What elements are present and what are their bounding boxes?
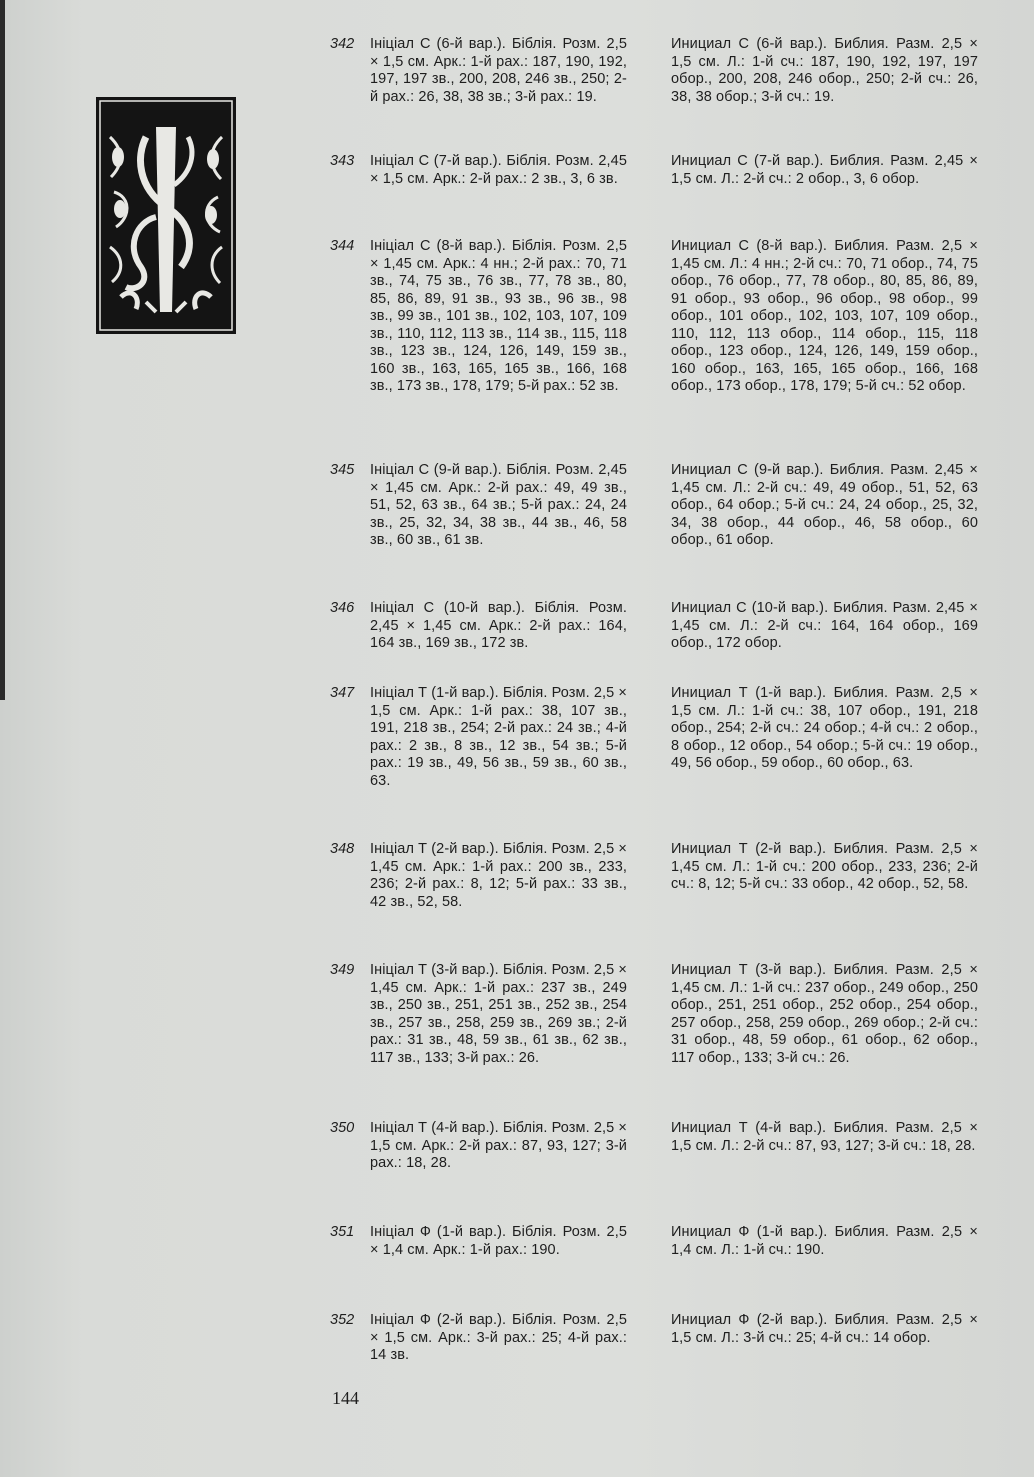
entry-number: 352 <box>330 1312 355 1328</box>
entry-number: 347 <box>330 685 355 701</box>
entry-text-russian: Инициал Т (1-й вар.). Библия. Разм. 2,5 × 1,5 см. Л.: 1-й сч.: 38, 107 обор., 191, 218 обор., 254; 2-й сч.: 24 обор.; 4-й сч.: 2 обор., 8 обор., 12 обор., 54 обор.; 5-й сч.: 19 обор., 49, 56 обор., 59 обор., 60 обор., 63. <box>671 685 978 771</box>
entry-text-ukrainian: Ініціал Т (4-й вар.). Біблія. Розм. 2,5 × 1,5 см. Арк.: 2-й рах.: 87, 93, 127; 3-й рах.: 18, 28. <box>370 1120 627 1171</box>
entry-number: 350 <box>330 1120 355 1136</box>
ornamental-initial-image <box>96 97 236 334</box>
entry-text-russian: Инициал С (9-й вар.). Библия. Разм. 2,45 × 1,45 см. Л.: 2-й сч.: 49, 49 обор., 51, 52, 63 обор., 64 обор.; 5-й сч.: 24, 24 обор., 25, 32, 34, 38 обор., 44 обор., 46, 58 обор., 60 обор., 61 обор. <box>671 462 978 548</box>
entry-text-ukrainian: Ініціал Т (1-й вар.). Біблія. Розм. 2,5 × 1,5 см. Арк.: 1-й рах.: 38, 107 зв., 191, 218 зв., 254; 2-й рах.: 24 зв.; 4-й рах.: 2 зв., 8 зв., 12 зв., 54 зв.; 5-й рах.: 19 зв., 49, 56 зв., 59 зв., 60 зв., 63. <box>370 685 627 789</box>
entry-text-ukrainian: Ініціал С (6-й вар.). Біблія. Розм. 2,5 × 1,5 см. Арк.: 1-й рах.: 187, 190, 192, 197, 197 зв., 200, 208, 246 зв., 250; 2-й рах.: 26, 38, 38 зв.; 3-й рах.: 19. <box>370 36 627 105</box>
entry-number: 351 <box>330 1224 355 1240</box>
page-edge-shadow <box>0 0 5 700</box>
entry-number: 349 <box>330 962 355 978</box>
entry-number: 343 <box>330 153 355 169</box>
entry-number: 346 <box>330 600 355 616</box>
entry-text-ukrainian: Ініціал Ф (2-й вар.). Біблія. Розм. 2,5 × 1,5 см. Арк.: 3-й рах.: 25; 4-й рах.: 14 зв. <box>370 1312 627 1363</box>
entry-number: 348 <box>330 841 355 857</box>
entry-text-russian: Инициал С (8-й вар.). Библия. Разм. 2,5 × 1,45 см. Л.: 4 нн.; 2-й сч.: 70, 71 обор., 74, 75 обор., 76 обор., 77, 78 обор., 80, 85, 86, 89, 91 обор., 93 обор., 96 обор., 98 обор., 99 обор., 101 обор., 102, 103, 107, 109 обор., 110, 112, 113 обор., 114 обор., 115, 118 обор., 123 обор., 124, 126, 149, 159 обор., 160 обор., 163, 165, 165 обор., 166, 168 обор., 173 обор., 178, 179; 5-й сч.: 52 обор. <box>671 238 978 394</box>
entry-text-russian: Инициал С (6-й вар.). Библия. Разм. 2,5 × 1,5 см. Л.: 1-й сч.: 187, 190, 192, 197, 197 обор., 200, 208, 246 обор., 250; 2-й сч.: 26, 38, 38 обор.; 3-й сч.: 19. <box>671 36 978 105</box>
entry-text-russian: Инициал С (10-й вар.). Библия. Разм. 2,45 × 1,45 см. Л.: 2-й сч.: 164, 164 обор., 169 обор., 172 обор. <box>671 600 978 651</box>
entry-text-ukrainian: Ініціал С (10-й вар.). Біблія. Розм. 2,45 × 1,45 см. Арк.: 2-й рах.: 164, 164 зв., 169 зв., 172 зв. <box>370 600 627 651</box>
entry-text-ukrainian: Ініціал Ф (1-й вар.). Біблія. Розм. 2,5 × 1,4 см. Арк.: 1-й рах.: 190. <box>370 1224 627 1258</box>
entry-text-russian: Инициал Ф (1-й вар.). Библия. Разм. 2,5 × 1,4 см. Л.: 1-й сч.: 190. <box>671 1224 978 1258</box>
entry-number: 342 <box>330 36 355 52</box>
entry-text-ukrainian: Ініціал С (9-й вар.). Біблія. Розм. 2,45 × 1,45 см. Арк.: 2-й рах.: 49, 49 зв., 51, 52, 63 зв., 64 зв.; 5-й рах.: 24, 24 зв., 25, 32, 34, 38 зв., 44 зв., 46, 58 зв., 60 зв., 61 зв. <box>370 462 627 548</box>
ornamental-initial-svg <box>96 97 236 334</box>
entry-text-russian: Инициал Ф (2-й вар.). Библия. Разм. 2,5 × 1,5 см. Л.: 3-й сч.: 25; 4-й сч.: 14 обор. <box>671 1312 978 1346</box>
entry-text-ukrainian: Ініціал С (7-й вар.). Біблія. Розм. 2,45 × 1,5 см. Арк.: 2-й рах.: 2 зв., 3, 6 зв. <box>370 153 627 187</box>
entry-number: 345 <box>330 462 355 478</box>
entry-number: 344 <box>330 238 355 254</box>
entry-text-ukrainian: Ініціал Т (3-й вар.). Біблія. Розм. 2,5 × 1,45 см. Арк.: 1-й рах.: 237 зв., 249 зв., 250 зв., 251, 251 зв., 252 зв., 254 зв., 257 зв., 258, 259 зв., 269 зв.; 2-й рах.: 31 зв., 48, 59 зв., 61 зв., 62 зв., 117 зв., 133; 3-й рах.: 26. <box>370 962 627 1066</box>
entry-text-russian: Инициал Т (2-й вар.). Библия. Разм. 2,5 × 1,45 см. Л.: 1-й сч.: 200 обор., 233, 236; 2-й сч.: 8, 12; 5-й сч.: 33 обор., 42 обор., 52, 58. <box>671 841 978 892</box>
entry-text-russian: Инициал Т (3-й вар.). Библия. Разм. 2,5 × 1,45 см. Л.: 1-й сч.: 237 обор., 249 обор., 250 обор., 251, 251 обор., 252 обор., 254 обор., 257 обор., 258, 259 обор., 269 обор.; 2-й сч.: 31 обор., 48, 59 обор., 61 обор., 62 обор., 117 обор., 133; 3-й сч.: 26. <box>671 962 978 1066</box>
entry-text-ukrainian: Ініціал С (8-й вар.). Біблія. Розм. 2,5 × 1,45 см. Арк.: 4 нн.; 2-й рах.: 70, 71 зв., 74, 75 зв., 76 зв., 77, 78 зв., 80, 85, 86, 89, 91 зв., 93 зв., 96 зв., 98 зв., 99 зв., 101 зв., 102, 103, 107, 109 зв., 110, 112, 113 зв., 114 зв., 115, 118 зв., 123 зв., 124, 126, 149, 159 зв., 160 зв., 163, 165, 165 зв., 166, 168 зв., 173 зв., 178, 179; 5-й рах.: 52 зв. <box>370 238 627 394</box>
entry-text-russian: Инициал Т (4-й вар.). Библия. Разм. 2,5 × 1,5 см. Л.: 2-й сч.: 87, 93, 127; 3-й сч.: 18, 28. <box>671 1120 978 1154</box>
entry-text-ukrainian: Ініціал Т (2-й вар.). Біблія. Розм. 2,5 × 1,45 см. Арк.: 1-й рах.: 200 зв., 233, 236; 2-й рах.: 8, 12; 5-й рах.: 33 зв., 42 зв., 52, 58. <box>370 841 627 910</box>
entry-text-russian: Инициал С (7-й вар.). Библия. Разм. 2,45 × 1,5 см. Л.: 2-й сч.: 2 обор., 3, 6 обор. <box>671 153 978 187</box>
page-number: 144 <box>332 1388 359 1408</box>
